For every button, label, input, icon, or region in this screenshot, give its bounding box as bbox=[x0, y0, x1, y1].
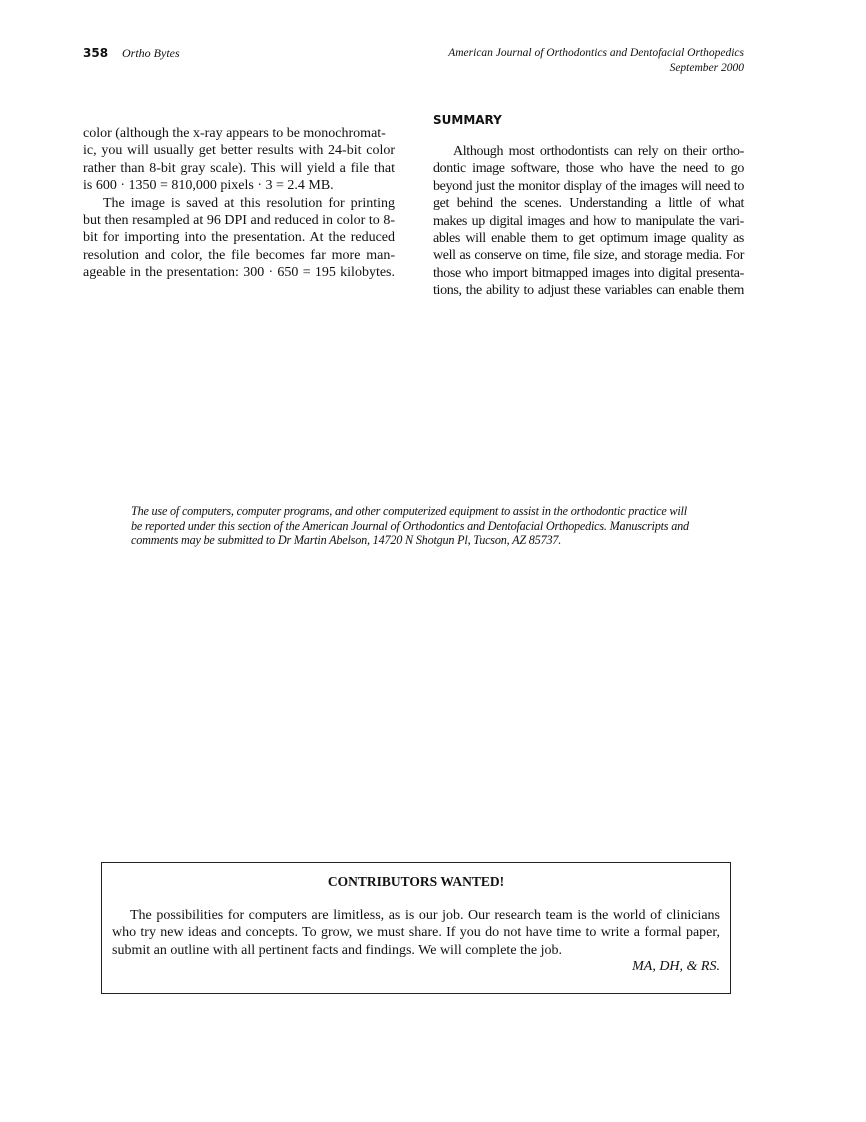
text-line: who try new ideas and concepts. To grow, we must share. If you do not have time to write a formal paper, bbox=[112, 925, 720, 941]
summary-text bbox=[433, 143, 744, 300]
text-line: be reported under this section of the American Journal of Orthodontics and Dentofacial Orthopedics. Manuscripts and bbox=[131, 518, 689, 533]
signature: MA, DH, & RS. bbox=[632, 959, 720, 974]
text-line: beyond just the monitor display of the images will need to bbox=[433, 178, 744, 194]
text-line: rather than 8-bit gray scale). This will yield a file that bbox=[83, 160, 395, 176]
summary-heading: SUMMARY bbox=[433, 113, 502, 127]
text-line: ables will enable them to get optimum image quality as bbox=[433, 231, 744, 247]
text-line: those who import bitmapped images into digital presenta- bbox=[433, 265, 744, 281]
text-line: but then resampled at 96 DPI and reduced in color to 8- bbox=[83, 213, 395, 229]
text-line: The possibilities for computers are limitless, as is our job. Our research team is the world of clinicians bbox=[130, 908, 720, 923]
text-line: makes up digital images and how to manipulate the vari- bbox=[433, 213, 744, 229]
running-header bbox=[448, 46, 744, 76]
text-line: Although most orthodontists can rely on their ortho- bbox=[453, 144, 744, 159]
text-line: color (although the x-ray appears to be monochromat- bbox=[83, 126, 386, 141]
text-line: submit an outline with all pertinent facts and findings. We will complete the job. bbox=[112, 942, 563, 958]
box-text bbox=[112, 907, 720, 959]
left-column-text bbox=[83, 125, 395, 282]
text-line: tions, the ability to adjust these variables can enable them bbox=[433, 283, 744, 299]
text-line: The image is saved at this resolution for printing bbox=[103, 195, 395, 211]
text-line: bit for importing into the presentation. At the reduced bbox=[83, 230, 395, 246]
text-line: resolution and color, the file becomes far more man- bbox=[83, 247, 395, 263]
text-line: ic, you will usually get better results with 24-bit color bbox=[83, 143, 395, 159]
box-title: CONTRIBUTORS WANTED! bbox=[327, 874, 505, 889]
contributors-wanted-box bbox=[101, 862, 731, 994]
issue-date: September 2000 bbox=[669, 62, 744, 74]
section-footnote bbox=[131, 504, 729, 548]
page-number: 358 bbox=[83, 46, 109, 60]
text-line: get behind the scenes. Understanding a little of what bbox=[433, 196, 744, 212]
text-line: dontic image software, those who have the need to go bbox=[433, 161, 744, 177]
text-line: is 600 · 1350 = 810,000 pixels · 3 = 2.4 MB. bbox=[83, 178, 334, 194]
text-line: comments may be submitted to Dr Martin Abelson, 14720 N Shotgun Pl, Tucson, AZ 85737. bbox=[131, 533, 562, 548]
text-line: well as conserve on time, file size, and storage media. For bbox=[433, 248, 744, 264]
journal-name: American Journal of Orthodontics and Dentofacial Orthopedics bbox=[448, 47, 744, 59]
section-title: Ortho Bytes bbox=[122, 46, 180, 60]
text-line: ageable in the presentation: 300 · 650 = 195 kilobytes. bbox=[83, 265, 395, 281]
text-line: The use of computers, computer programs, and other computerized equipment to assist in the orthodontic practice will bbox=[131, 504, 687, 518]
